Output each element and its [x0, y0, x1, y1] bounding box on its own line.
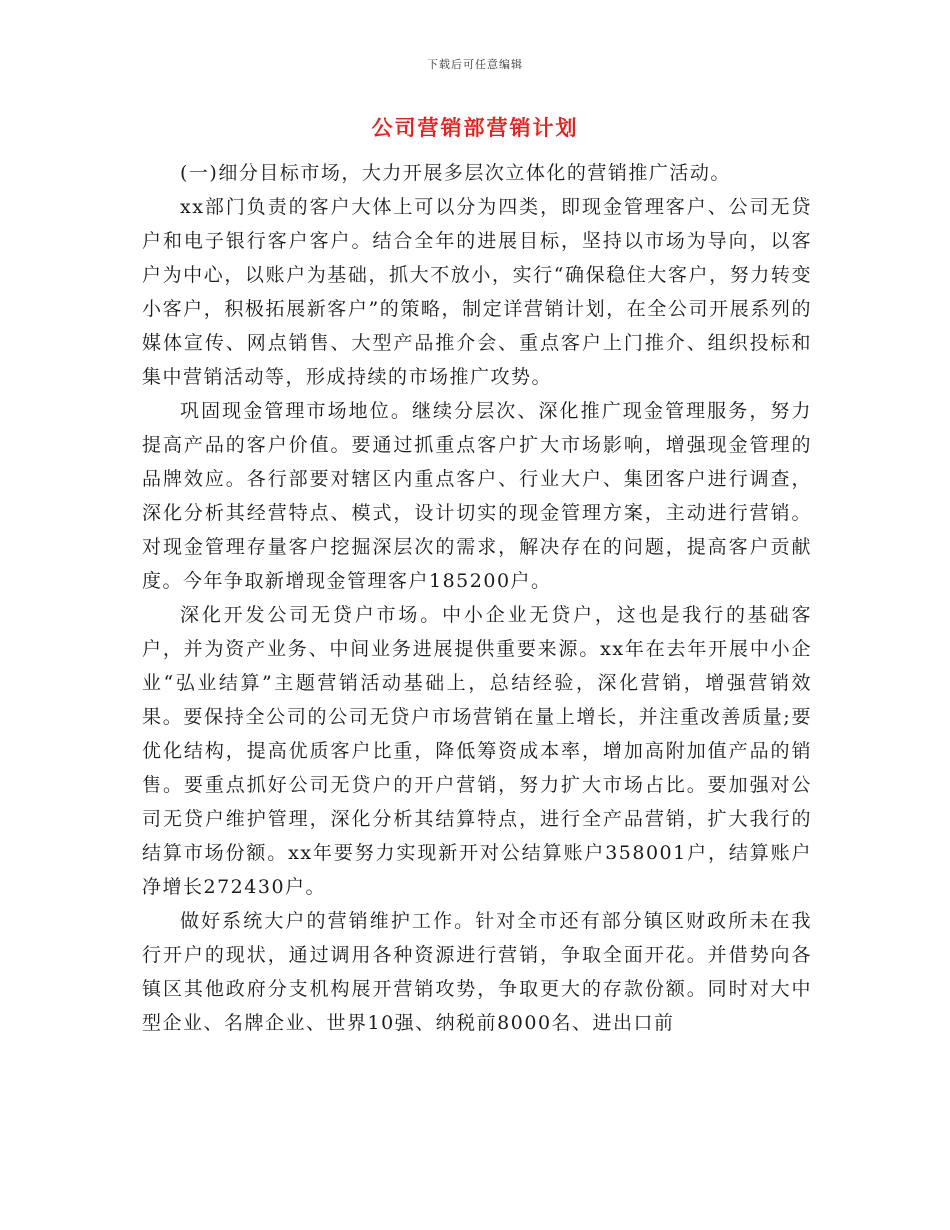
- header-note: 下载后可任意编辑: [427, 58, 523, 71]
- paragraph-2: xx部门负责的客户大体上可以分为四类，即现金管理客户、公司无贷户和电子银行客户客户。结合全年的进展目标，坚持以市场为导向，以客户为中心，以账户为基础，抓大不放小，实行“确保稳住大客户，努力转变小客户，积极拓展新客户”的策略，制定详营销计划，在全公司开展系列的媒体宣传、网点销售、大型产品推介会、重点客户上门推介、组织投标和集中营销活动等，形成持续的市场推广攻势。: [142, 196, 812, 388]
- document-body: [142, 156, 812, 1040]
- paragraph-3: 巩固现金管理市场地位。继续分层次、深化推广现金管理服务，努力提高产品的客户价值。要通过抓重点客户扩大市场影响，增强现金管理的品牌效应。各行部要对辖区内重点客户、行业大户、集团客户进行调查，深化分析其经营特点、模式，设计切实的现金管理方案，主动进行营销。对现金管理存量客户挖掘深层次的需求，解决存在的问题，提高客户贡献度。今年争取新增现金管理客户185200户。: [142, 400, 812, 592]
- paragraph-4: 深化开发公司无贷户市场。中小企业无贷户，这也是我行的基础客户，并为资产业务、中间业务进展提供重要来源。xx年在去年开展中小企业“弘业结算”主题营销活动基础上，总结经验，深化营销，增强营销效果。要保持全公司的公司无贷户市场营销在量上增长，并注重改善质量;要优化结构，提高优质客户比重，降低筹资成本率，增加高附加值产品的销售。要重点抓好公司无贷户的开户营销，努力扩大市场占比。要加强对公司无贷户维护管理，深化分析其结算特点，进行全产品营销，扩大我行的结算市场份额。xx年要努力实现新开对公结算账户358001户，结算账户净增长272430户。: [142, 604, 812, 898]
- paragraph-5: 做好系统大户的营销维护工作。针对全市还有部分镇区财政所未在我行开户的现状，通过调用各种资源进行营销，争取全面开花。并借势向各镇区其他政府分支机构展开营销攻势，争取更大的存款份额。同时对大中型企业、名牌企业、世界10强、纳税前8000名、进出口前: [142, 910, 812, 1034]
- document-title: 公司营销部营销计划: [371, 116, 579, 140]
- paragraph-1: (一)细分目标市场，大力开展多层次立体化的营销推广活动。: [180, 162, 731, 184]
